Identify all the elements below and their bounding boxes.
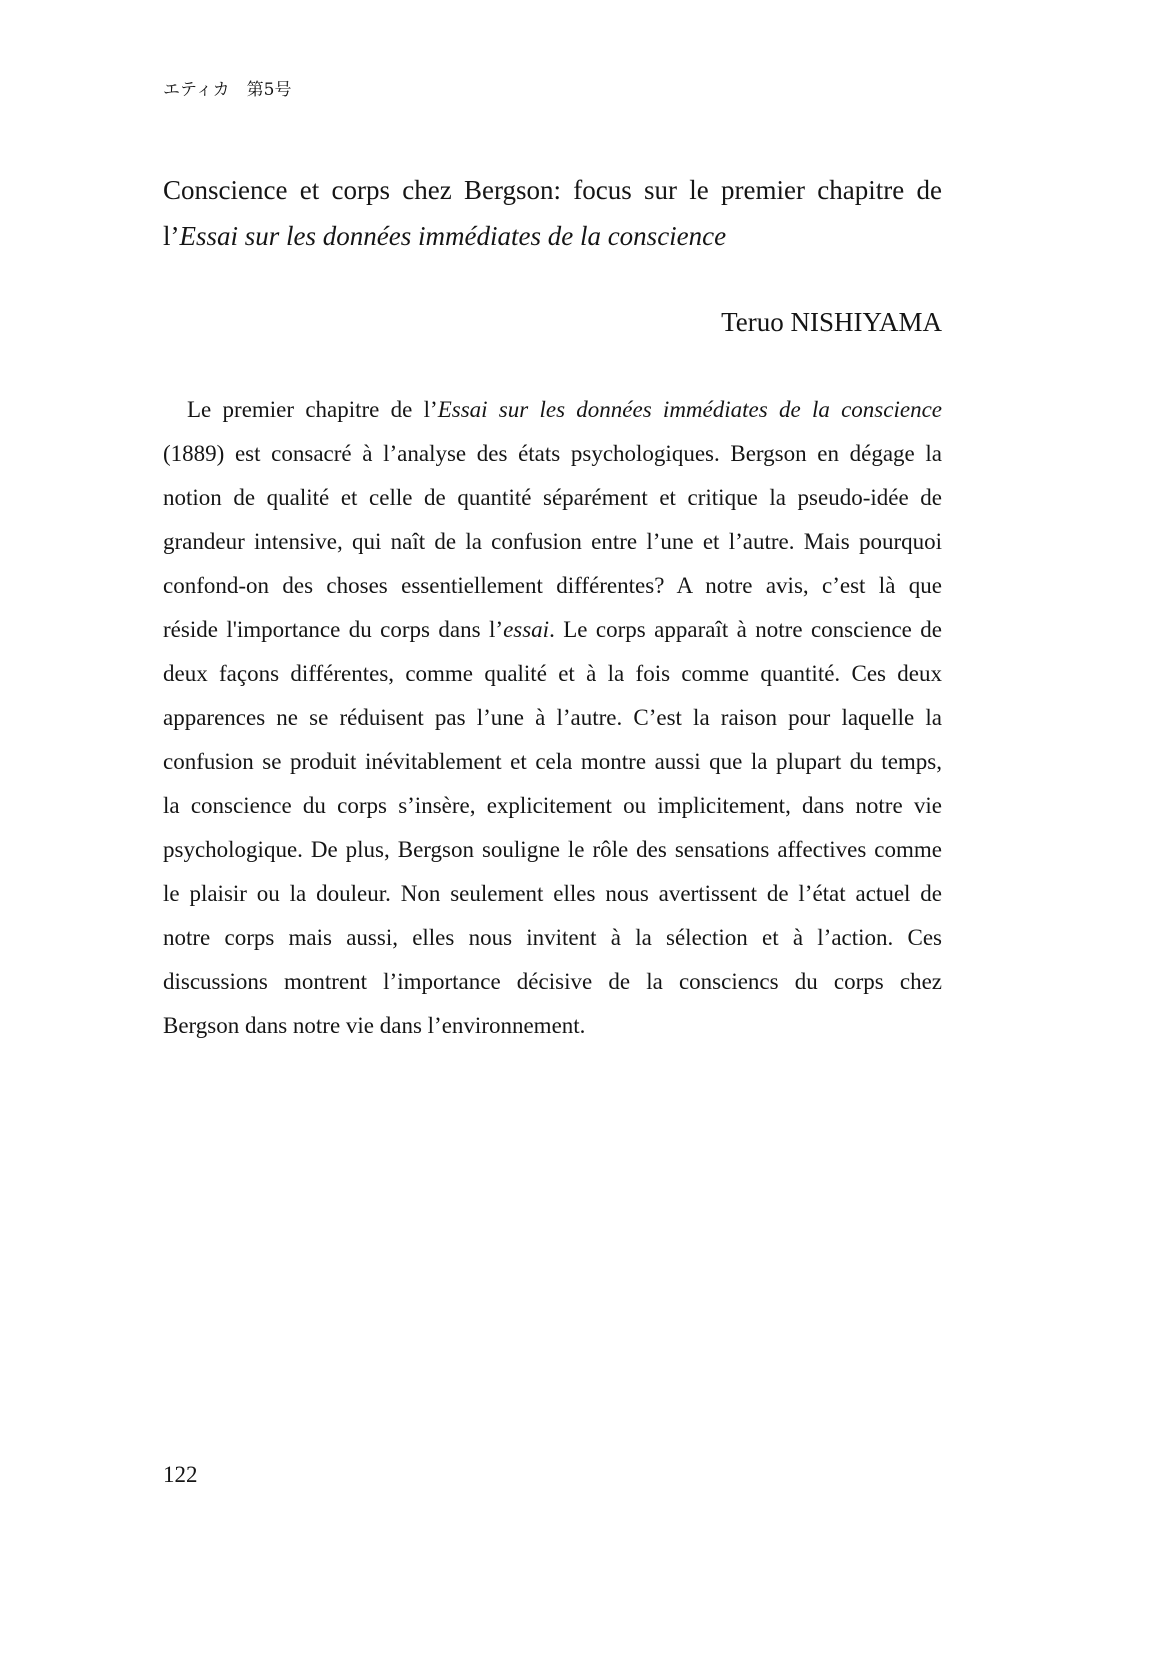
line-text: Le premier chapitre de l’ <box>187 397 438 422</box>
abstract-paragraph <box>163 388 942 1048</box>
line-text: réside l'importance du corps dans l’ <box>163 617 504 642</box>
title-line <box>163 213 942 259</box>
abstract-line <box>163 740 942 784</box>
title-italic-text: Essai sur les données immédiates de la conscience <box>179 221 727 251</box>
abstract-line <box>163 476 942 520</box>
abstract-line <box>163 652 942 696</box>
abstract-line <box>163 696 942 740</box>
line-text: (1889) est consacré à l’analyse des états psychologiques. Bergson en dégage la <box>163 441 942 466</box>
title-line <box>163 167 942 213</box>
line-text: grandeur intensive, qui naît de la confusion entre l’une et l’autre. Mais pourquoi <box>163 529 942 554</box>
line-text: notion de qualité et celle de quantité séparément et critique la pseudo-idée de <box>163 485 942 510</box>
page-number: 122 <box>163 1462 198 1487</box>
abstract-line <box>163 960 942 1004</box>
abstract-line <box>163 828 942 872</box>
abstract-line <box>163 916 942 960</box>
line-text: le plaisir ou la douleur. Non seulement elles nous avertissent de l’état actuel de <box>163 881 942 906</box>
line-text: Bergson dans notre vie dans l’environnement. <box>163 1013 586 1038</box>
article-title <box>163 167 942 259</box>
line-text: confond-on des choses essentiellement différentes? A notre avis, c’est là que <box>163 573 942 598</box>
line-text: psychologique. De plus, Bergson souligne le rôle des sensations affectives comme <box>163 837 942 862</box>
line-text: deux façons différentes, comme qualité et à la fois comme quantité. Ces deux <box>163 661 942 686</box>
abstract-line <box>163 872 942 916</box>
abstract-line <box>163 784 942 828</box>
line-text: discussions montrent l’importance décisive de la consciencs du corps chez <box>163 969 942 994</box>
abstract-line <box>163 432 942 476</box>
line-text: notre corps mais aussi, elles nous invitent à la sélection et à l’action. Ces <box>163 925 942 950</box>
title-text: Conscience et corps chez Bergson: focus sur le premier chapitre de <box>163 175 942 205</box>
abstract-line <box>163 564 942 608</box>
line-text: apparences ne se réduisent pas l’une à l’autre. C’est la raison pour laquelle la <box>163 705 942 730</box>
title-text: l’ <box>163 221 180 251</box>
abstract-line <box>163 1004 942 1048</box>
line-text: la conscience du corps s’insère, explicitement ou implicitement, dans notre vie <box>163 793 942 818</box>
line-text: confusion se produit inévitablement et cela montre aussi que la plupart du temps, <box>163 749 942 774</box>
italic-text: Essai sur les données immédiates de la conscience <box>437 397 942 422</box>
author-name: Teruo NISHIYAMA <box>721 307 942 337</box>
italic-text: essai <box>503 617 550 642</box>
abstract-line <box>163 520 942 564</box>
running-header: エティカ 第5号 <box>163 80 292 100</box>
line-text: . Le corps apparaît à notre conscience de <box>549 617 942 642</box>
abstract-line <box>163 388 942 432</box>
abstract-line <box>163 608 942 652</box>
